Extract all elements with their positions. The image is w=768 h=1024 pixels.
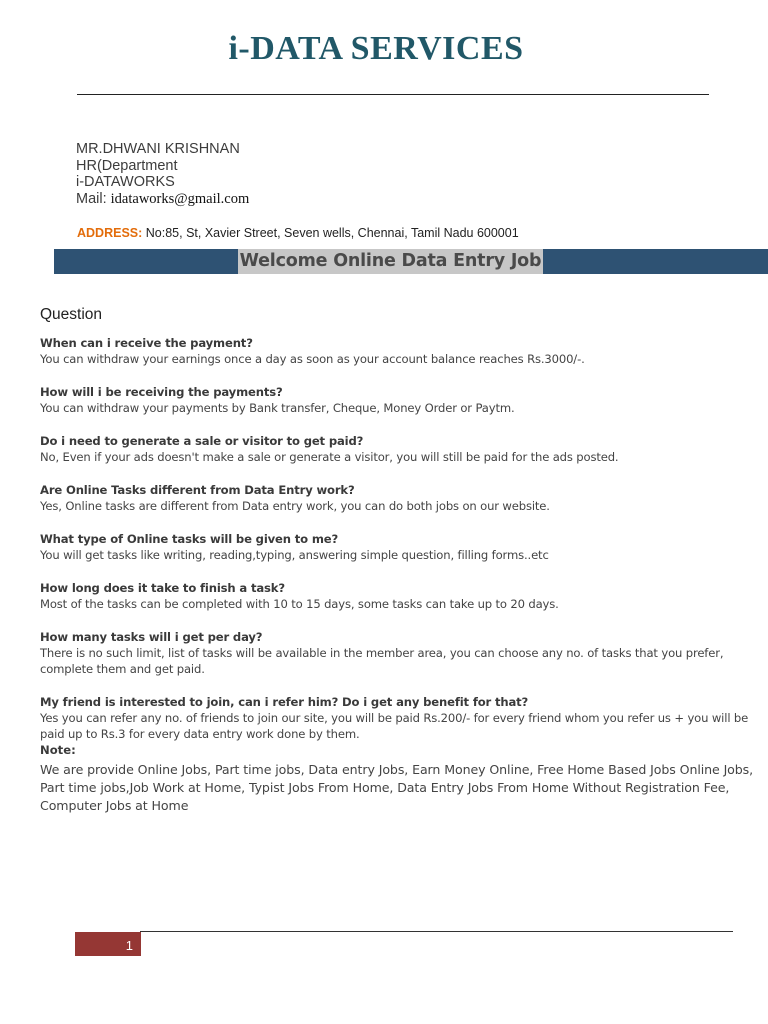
faq-answer: There is no such limit, list of tasks will be available in the member area, you can choose any no. of tasks that you prefer, complete them and get paid. [40, 646, 724, 676]
note-label: Note: [40, 743, 76, 757]
contact-company: i-DATAWORKS [76, 174, 175, 190]
faq-item [40, 384, 765, 416]
faq-answer: You can withdraw your payments by Bank transfer, Cheque, Money Order or Paytm. [40, 401, 515, 415]
faq-answer: Most of the tasks can be completed with 10 to 15 days, some tasks can take up to 20 days. [40, 597, 559, 611]
faq-question: My friend is interested to join, can i refer him? Do i get any benefit for that? [40, 695, 529, 709]
address-line [77, 226, 519, 240]
faq-question: Are Online Tasks different from Data Entry work? [40, 483, 355, 497]
faq-question: How many tasks will i get per day? [40, 630, 263, 644]
title-divider [77, 94, 709, 95]
contact-department: HR(Department [76, 158, 178, 174]
faq-answer: No, Even if your ads doesn't make a sale or generate a visitor, you will still be paid for the ads posted. [40, 450, 619, 464]
page-number-box [75, 932, 141, 956]
faq-answer: You can withdraw your earnings once a day as soon as your account balance reaches Rs.3000/-. [40, 352, 585, 366]
faq-item [40, 482, 765, 514]
faq-question: Do i need to generate a sale or visitor to get paid? [40, 434, 364, 448]
faq-question: How long does it take to finish a task? [40, 581, 285, 595]
faq-item [40, 531, 765, 563]
contact-mail [76, 191, 249, 208]
faq-item [40, 433, 765, 465]
address-label: ADDRESS: [77, 226, 143, 240]
address-text: No:85, St, Xavier Street, Seven wells, Chennai, Tamil Nadu 600001 [142, 226, 519, 240]
faq-answer: You will get tasks like writing, reading,typing, answering simple question, filling forms..etc [40, 548, 549, 562]
faq-item [40, 580, 765, 612]
contact-name: MR.DHWANI KRISHNAN [76, 141, 240, 157]
faq-question: When can i receive the payment? [40, 336, 253, 350]
page-number: 1 [125, 938, 133, 953]
faq-answer: Yes, Online tasks are different from Data entry work, you can do both jobs on our website. [40, 499, 550, 513]
email-address: idataworks@gmail.com [110, 191, 250, 207]
document-title: i-DATA SERVICES [228, 30, 524, 67]
section-heading: Question [40, 306, 103, 323]
banner-title: Welcome Online Data Entry Job [238, 249, 543, 274]
faq-item [40, 335, 765, 367]
faq-question: What type of Online tasks will be given to me? [40, 532, 339, 546]
note-text: We are provide Online Jobs, Part time jobs, Data entry Jobs, Earn Money Online, Free Home Based Jobs Online Jobs, Part time jobs,Job Work at Home, Typist Jobs From Home, Data Entry Jobs From Home Without Registration Fee, Computer Jobs at Home [40, 762, 754, 813]
faq-item [40, 694, 765, 742]
faq-answer: Yes you can refer any no. of friends to join our site, you will be paid Rs.200/- for every friend whom you refer us + you will be paid up to Rs.3 for every data entry work done by them. [40, 711, 749, 741]
faq-question: How will i be receiving the payments? [40, 385, 283, 399]
mail-label: Mail: [76, 191, 111, 207]
faq-item [40, 629, 765, 677]
footer-divider [140, 931, 733, 932]
